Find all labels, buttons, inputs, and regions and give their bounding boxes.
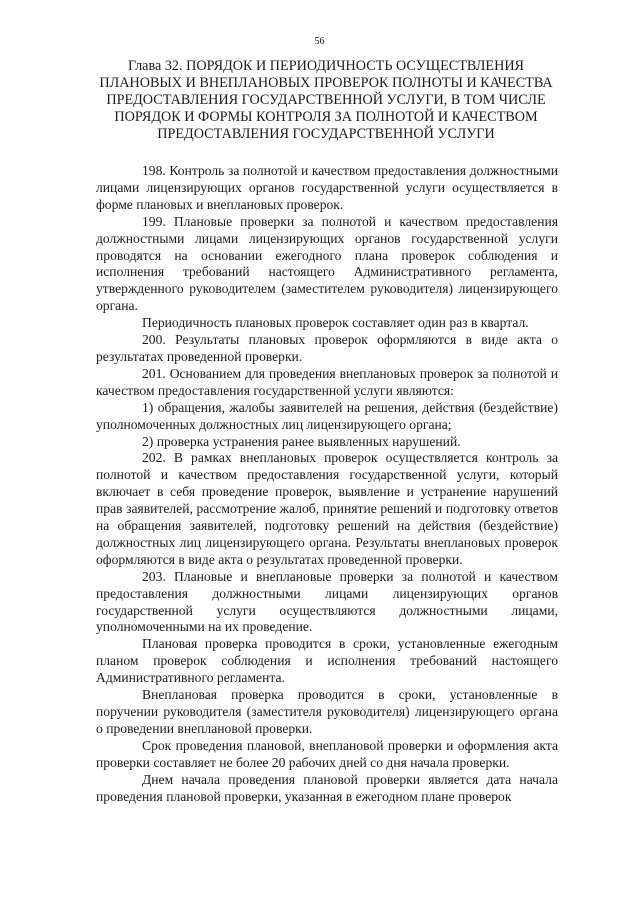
paragraph: Днем начала проведения плановой проверки является дата начала проведения плановой проверки, указанная в ежегодном плане проверок <box>96 771 558 804</box>
list-item: 1) обращения, жалобы заявителей на решения, действия (бездействие) уполномоченных должностных лиц лицензирующего органа; <box>96 399 558 432</box>
paragraph: Срок проведения плановой, внеплановой проверки и оформления акта проверки составляет не более 20 рабочих дней со дня начала проверки. <box>96 737 558 770</box>
document-body <box>96 163 558 805</box>
paragraph: Плановая проверка проводится в сроки, установленные ежегодным планом проверок соблюдения и исполнения требований настоящего Административного регламента. <box>96 636 558 686</box>
chapter-heading: Глава 32. ПОРЯДОК И ПЕРИОДИЧНОСТЬ ОСУЩЕСТВЛЕНИЯ ПЛАНОВЫХ И ВНЕПЛАНОВЫХ ПРОВЕРОК ПОЛНОТЫ И КАЧЕСТВА ПРЕДОСТАВЛЕНИЯ ГОСУДАРСТВЕННОЙ УСЛУГИ, В ТОМ ЧИСЛЕ ПОРЯДОК И ФОРМЫ КОНТРОЛЯ ЗА ПОЛНОТОЙ И КАЧЕСТВОМ ПРЕДОСТАВЛЕНИЯ ГОСУДАРСТВЕННОЙ УСЛУГИ <box>99 58 553 142</box>
paragraph: 201. Основанием для проведения внеплановых проверок за полнотой и качеством предоставления государственной услуги являются: <box>96 365 558 398</box>
paragraph: Периодичность плановых проверок составляет один раз в квартал. <box>142 315 529 331</box>
paragraph: 203. Плановые и внеплановые проверки за полнотой и качеством предоставления должностными лицами лицензирующих органов государственной услуги осуществляются должностными лицами, уполномоченными на их проведение. <box>96 568 558 635</box>
paragraph: 198. Контроль за полнотой и качеством предоставления должностными лицами лицензирующих органов государственной услуги осуществляется в форме плановых и внеплановых проверок. <box>96 163 558 212</box>
paragraph: 200. Результаты плановых проверок оформляются в виде акта о результатах проведенной проверки. <box>96 332 558 364</box>
list-item: 2) проверка устранения ранее выявленных нарушений. <box>142 433 461 449</box>
paragraph: 202. В рамках внеплановых проверок осуществляется контроль за полнотой и качеством предоставления государственной услуги, который включает в себя проведение проверок, выявление и устранение нарушений прав заявителей, рассмотрение жалоб, принятие решений и подготовку ответов на обращения заявителей, подготовку решений на действия (бездействие) должностных лиц лицензирующего органа. Результаты внеплановых проверок оформляются в виде акта о результатах проведенной проверки. <box>96 450 558 567</box>
paragraph: 199. Плановые проверки за полнотой и качеством предоставления должностными лицами лицензирующих органов государственной услуги проводятся на основании ежегодного плана проверок соблюдения и исполнения требований настоящего Административного регламента, утвержденного руководителем (заместителем руководителя) лицензирующего органа. <box>96 213 558 314</box>
paragraph: Внеплановая проверка проводится в сроки, установленные в поручении руководителя (заместителя руководителя) лицензирующего органа о проведении внеплановой проверки. <box>96 687 558 736</box>
page-number: 56 <box>314 36 325 47</box>
